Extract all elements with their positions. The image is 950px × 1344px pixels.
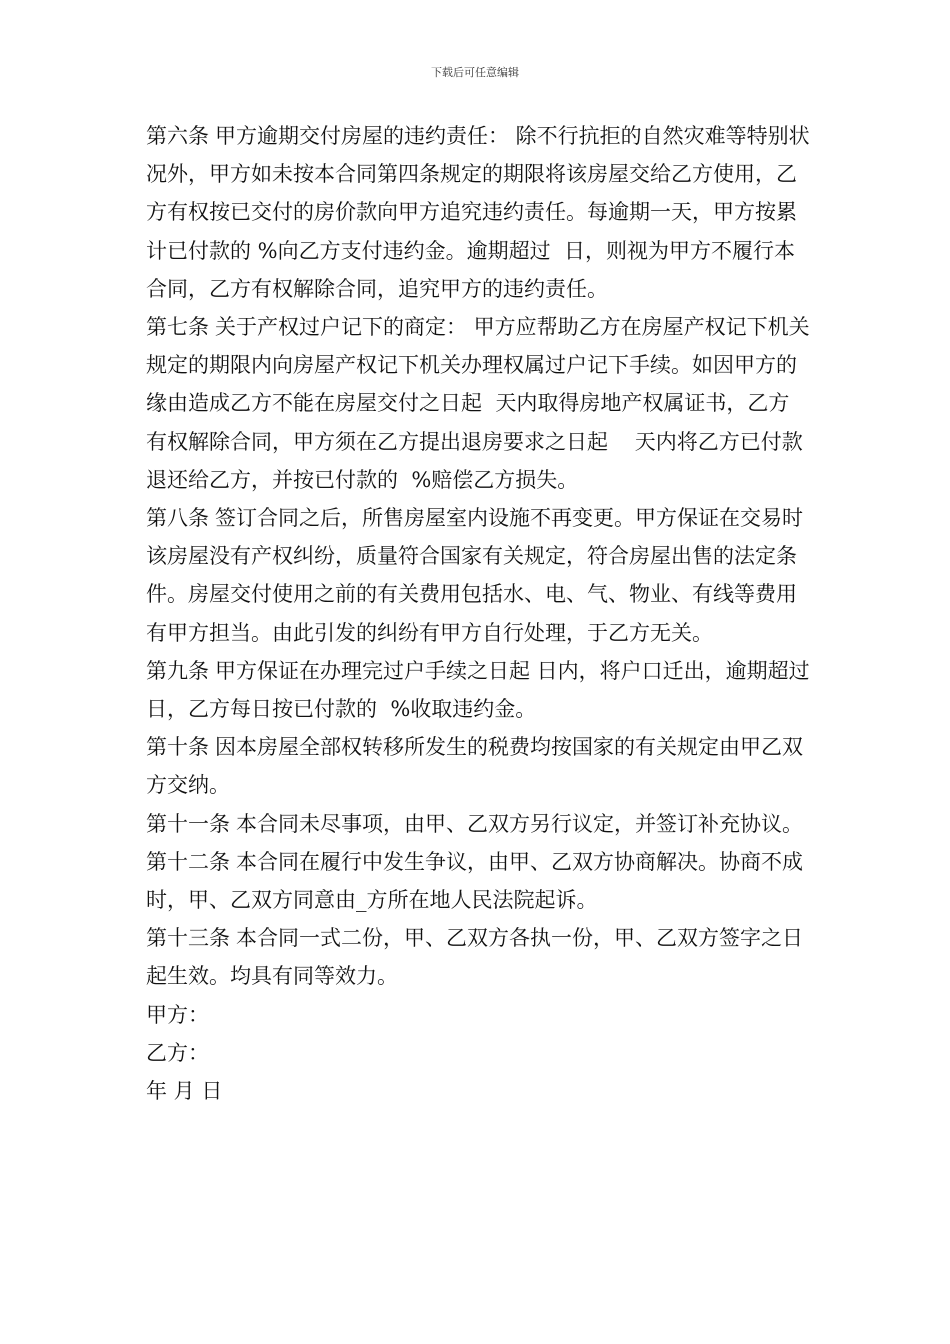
clause-number: 第十三条 <box>146 926 230 951</box>
party-a-signature: 甲方： <box>146 1002 209 1027</box>
clause-text: 关于产权过户记下的商定： 甲方应帮助乙方在房屋产权记下机关规定的期限内向房屋产权记下机关办理权属过户记下手续。如因甲方的缘由造成乙方不能在房屋交付之日起 天内取得房地产权属证书，乙方有权解除合同，甲方须在乙方提出退房要求之日起 天内将乙方已付款退还给乙方，并按已付款的 %赔偿乙方损失。 <box>146 315 810 492</box>
clause-text: 甲方逾期交付房屋的违约责任： 除不行抗拒的自然灾难等特别状况外，甲方如未按本合同第四条规定的期限将该房屋交给乙方使用，乙方有权按已交付的房价款向甲方追究违约责任。每逾期一天，甲方按累计已付款的 %向乙方支付违约金。逾期超过 日，则视为甲方不履行本合同，乙方有权解除合同，追究甲方的违约责任。 <box>146 124 810 301</box>
clause-number: 第十二条 <box>146 849 230 874</box>
page-header: 下载后可任意编辑 <box>431 66 519 79</box>
clause-12 <box>146 843 810 919</box>
clause-number: 第六条 <box>146 124 209 148</box>
clause-text: 甲方保证在办理完过户手续之日起 日内，将户口迁出，逾期超过 日，乙方每日按已付款的 %收取违约金。 <box>146 658 824 722</box>
clause-text: 本合同未尽事项，由甲、乙双方另行议定，并签订补充协议。 <box>236 811 803 836</box>
contract-body <box>146 117 824 1110</box>
clause-number: 第九条 <box>146 658 209 683</box>
clause-number: 第七条 <box>146 315 209 340</box>
clause-number: 第八条 <box>146 506 209 531</box>
clause-11 <box>146 805 810 843</box>
clause-8 <box>146 499 810 652</box>
clause-6 <box>146 117 810 308</box>
clause-text: 签订合同之后，所售房屋室内设施不再变更。甲方保证在交易时该房屋没有产权纠纷，质量符合国家有关规定，符合房屋出售的法定条件。房屋交付使用之前的有关费用包括水、电、气、物业、有线等费用有甲方担当。由此引发的纠纷有甲方自行处理，于乙方无关。 <box>146 506 803 645</box>
clause-text: 本合同一式二份，甲、乙双方各执一份，甲、乙双方签字之日起生效。均具有同等效力。 <box>146 926 803 989</box>
clause-number: 第十一条 <box>146 811 230 836</box>
clause-number: 第十条 <box>146 735 209 760</box>
clause-text: 本合同在履行中发生争议，由甲、乙双方协商解决。协商不成时，甲、乙双方同意由_方所在地人民法院起诉。 <box>146 849 803 913</box>
clause-10 <box>146 728 810 804</box>
party-b-signature: 乙方： <box>146 1040 209 1065</box>
signature-date: 年 月 日 <box>146 1079 223 1104</box>
clause-13 <box>146 919 810 995</box>
clause-9 <box>146 652 824 728</box>
clause-text: 因本房屋全部权转移所发生的税费均按国家的有关规定由甲乙双方交纳。 <box>146 735 803 798</box>
clause-7 <box>146 308 810 499</box>
